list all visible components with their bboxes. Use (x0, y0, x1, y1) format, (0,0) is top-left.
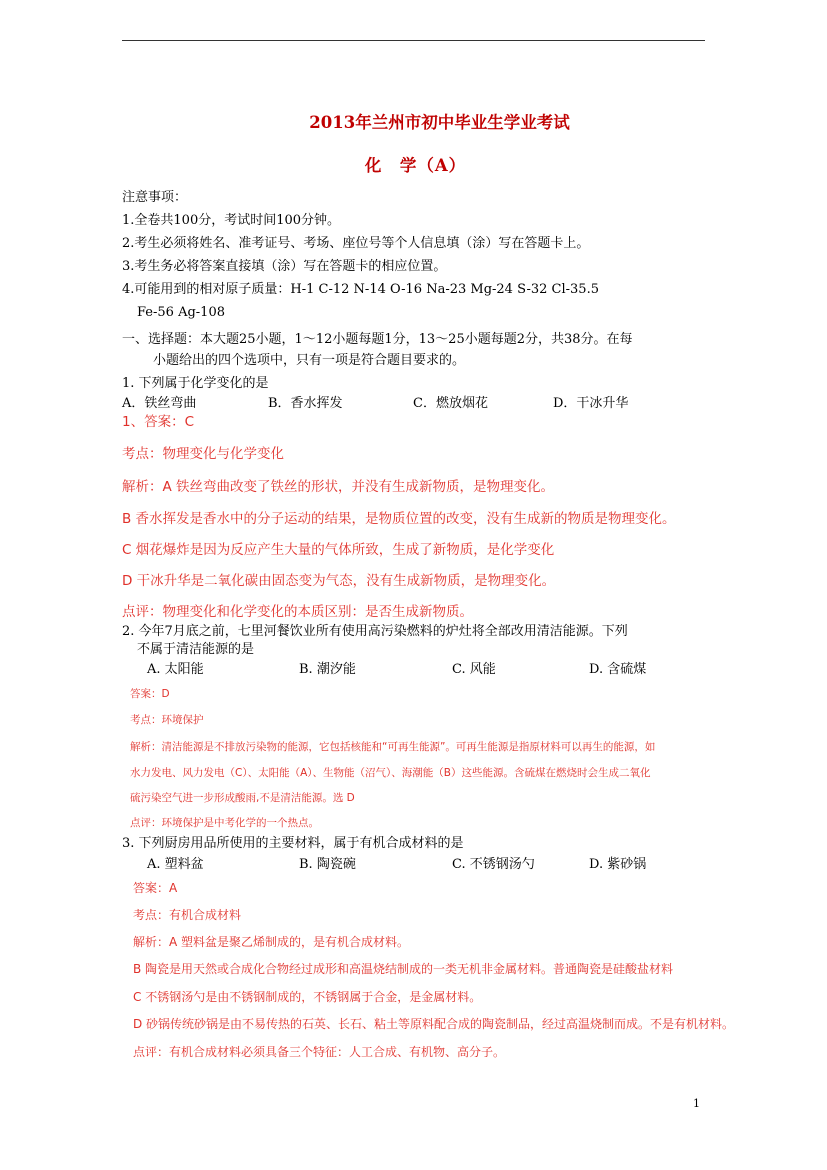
q3-analysis: C 不锈钢汤勺是由不锈钢制成的，不锈钢属于合金，是金属材料。 (133, 990, 482, 1004)
q2-option-a: A. 太阳能 (147, 662, 204, 677)
q1-analysis: B 香水挥发是香水中的分子运动的结果，是物质位置的改变，没有生成新的物质是物理变化。 (122, 511, 676, 527)
header-rule (122, 40, 705, 41)
q2-option-c: C. 风能 (452, 662, 496, 677)
q2-analysis: 解析：清洁能源是不排放污染物的能源，它包括核能和“可再生能源”。可再生能源是指原材料可以再生的能源，如 (130, 741, 656, 753)
q2-analysis: 硫污染空气进一步形成酸雨,不是清洁能源。选 D (130, 792, 355, 804)
q1-analysis: 解析：A 铁丝弯曲改变了铁丝的形状，并没有生成新物质，是物理变化。 (122, 479, 555, 495)
q3-option-b: B. 陶瓷碗 (299, 857, 356, 872)
q1-analysis: C 烟花爆炸是因为反应产生大量的气体所致，生成了新物质，是化学变化 (122, 542, 555, 558)
q1-option-c: C．燃放烟花 (413, 396, 488, 411)
q2-comment: 点评：环境保护是中考化学的一个热点。 (130, 817, 319, 829)
q2-option-d: D. 含硫煤 (589, 662, 647, 677)
question-3-stem: 3. 下列厨房用品所使用的主要材料，属于有机合成材料的是 (122, 836, 464, 851)
q3-comment: 点评：有机合成材料必须具备三个特征：人工合成、有机物、高分子。 (133, 1045, 506, 1059)
notice-item: Fe-56 Ag-108 (137, 305, 225, 320)
q3-kaodian: 考点：有机合成材料 (133, 908, 242, 922)
q1-kaodian: 考点：物理变化与化学变化 (122, 446, 284, 462)
q3-option-a: A. 塑料盆 (147, 857, 204, 872)
section-instructions: 一、选择题：本大题25小题，1～12小题每题1分，13～25小题每题2分，共38分。在每 (122, 332, 633, 347)
q3-analysis: 解析：A 塑料盆是聚乙烯制成的，是有机合成材料。 (133, 935, 410, 949)
q3-answer: 答案：A (133, 881, 178, 895)
q3-analysis: B 陶瓷是用天然或合成化合物经过成形和高温烧结制成的一类无机非金属材料。普通陶瓷是硅酸盐材料 (133, 962, 674, 976)
notice-item: 1.全卷共100分，考试时间100分钟。 (122, 213, 341, 228)
page-number: 1 (693, 1097, 700, 1110)
q3-analysis: D 砂锅传统砂锅是由不易传热的石英、长石、粘土等原料配合成的陶瓷制品，经过高温烧制而成。不是有机材料。 (133, 1017, 735, 1031)
q1-option-a: A．铁丝弯曲 (122, 396, 197, 411)
q3-option-c: C. 不锈钢汤勺 (452, 857, 535, 872)
q1-comment: 点评：物理变化和化学变化的本质区别：是否生成新物质。 (122, 604, 473, 620)
q1-analysis: D 干冰升华是二氧化碳由固态变为气态，没有生成新物质，是物理变化。 (122, 573, 556, 589)
question-2-stem: 2. 今年7月底之前，七里河餐饮业所有使用高污染燃料的炉灶将全部改用清洁能源。下列 (122, 624, 628, 639)
q2-analysis: 水力发电、风力发电（C）、太阳能（A）、生物能（沼气）、海潮能（B）这些能源。含硫煤在燃烧时会生成二氧化 (130, 767, 651, 779)
section-instructions-cont: 小题给出的四个选项中，只有一项是符合题目要求的。 (153, 353, 466, 368)
q2-option-b: B. 潮汐能 (299, 662, 356, 677)
q1-option-b: B．香水挥发 (268, 396, 343, 411)
q1-option-d: D．干冰升华 (553, 396, 629, 411)
notice-item: 2.考生必须将姓名、准考证号、考场、座位号等个人信息填（涂）写在答题卡上。 (122, 236, 590, 251)
question-2-stem-cont: 不属于清洁能源的是 (137, 642, 255, 657)
q3-option-d: D. 紫砂锅 (589, 857, 647, 872)
question-1-stem: 1. 下列属于化学变化的是 (122, 376, 269, 391)
q2-kaodian: 考点：环境保护 (130, 714, 204, 726)
notice-item: 4.可能用到的相对原子质量：H-1 C-12 N-14 O-16 Na-23 Mg-24 S-32 Cl-35.5 (122, 282, 599, 297)
notice-item: 3.考生务必将答案直接填（涂）写在答题卡的相应位置。 (122, 259, 447, 274)
notice-heading: 注意事项： (122, 190, 188, 205)
exam-title: 2013年兰州市初中毕业生学业考试 (309, 113, 570, 132)
q1-answer: 1、答案：C (122, 414, 195, 430)
exam-subject: 化 学（A） (364, 156, 467, 175)
q2-answer: 答案：D (130, 688, 170, 700)
